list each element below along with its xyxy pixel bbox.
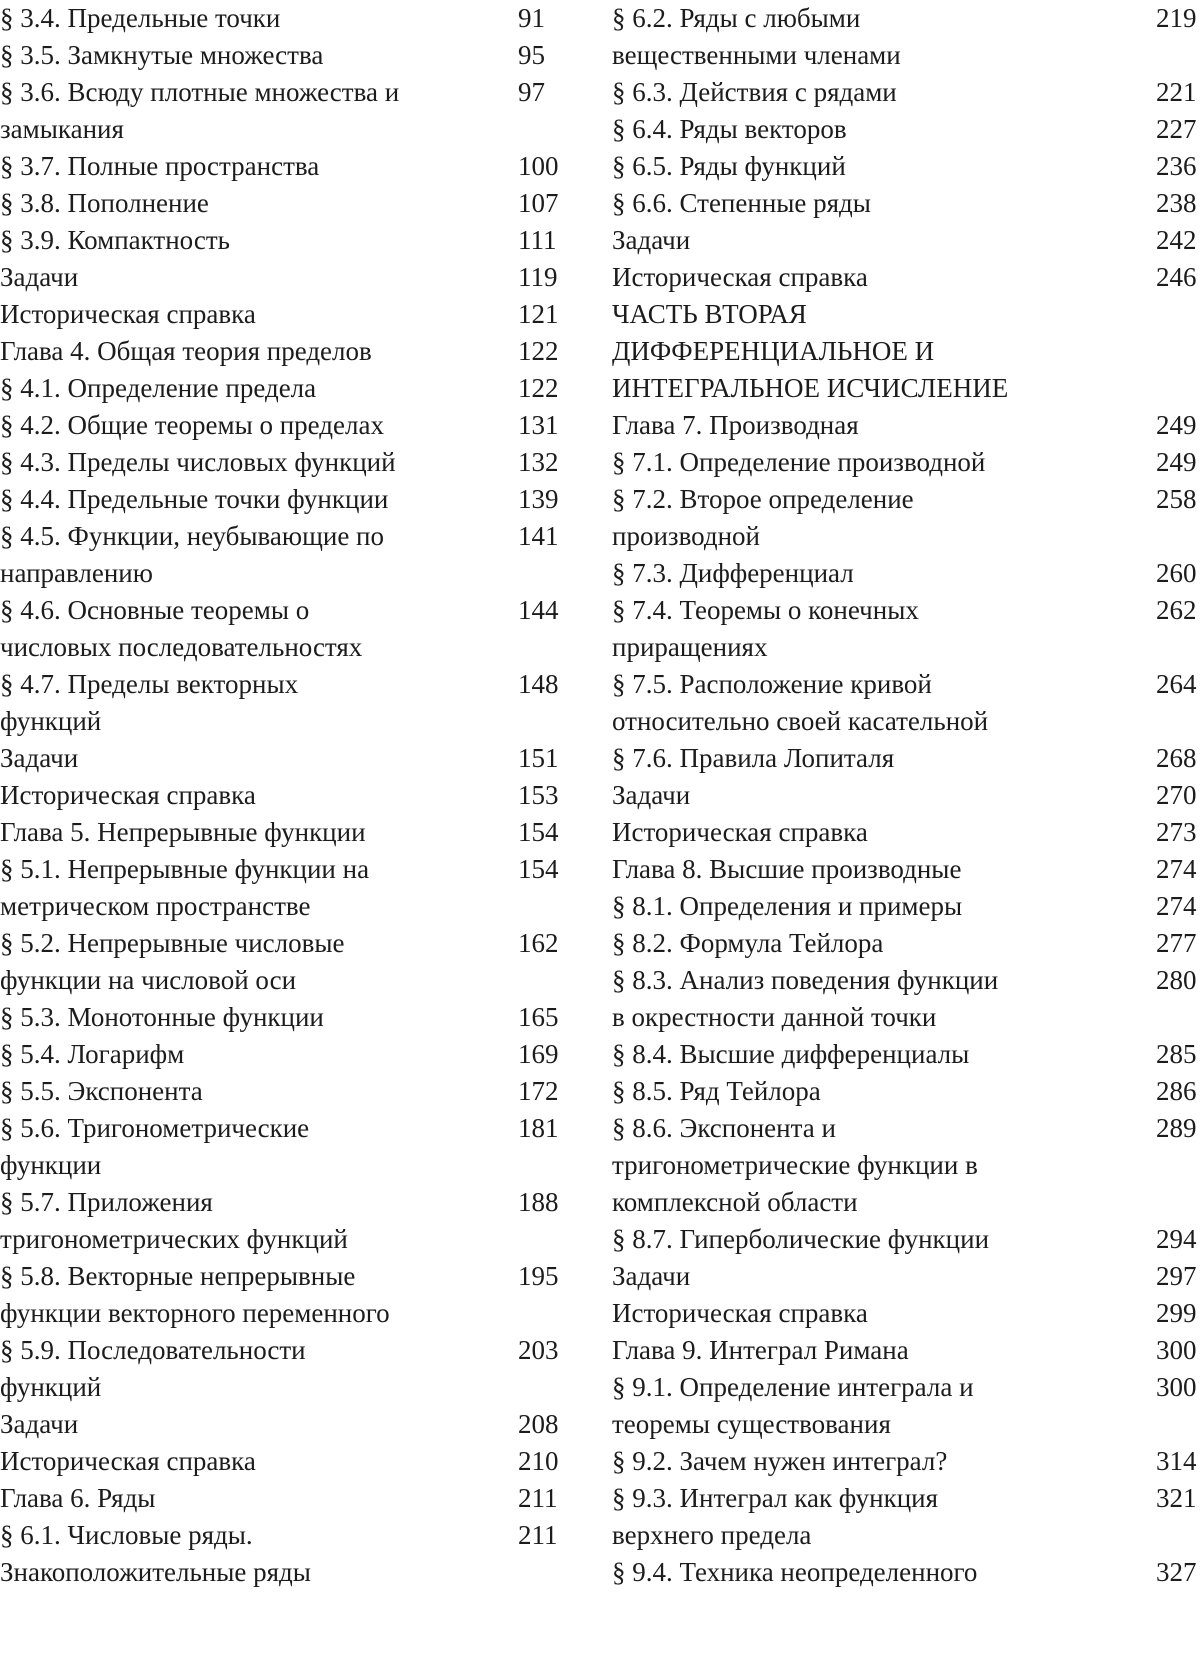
toc-entry-title: § 7.2. Второе определение производной [612,484,914,551]
toc-entry-page: 285 [1156,1039,1197,1069]
toc-entry-title: § 5.6. Тригонометрические функции [0,1113,310,1180]
toc-entry [612,444,1200,481]
toc-entry-title: Глава 8. Высшие производные [612,854,962,884]
toc-entry-title: § 3.7. Полные пространства [0,151,320,181]
toc-entry [0,1406,570,1443]
toc-entry-page: 274 [1156,891,1197,921]
toc-entry-page: 221 [1156,77,1197,107]
toc-entry-title: § 8.7. Гиперболические функции [612,1224,990,1254]
toc-entry-page: 227 [1156,114,1197,144]
toc-entry-page: 153 [518,780,559,810]
toc-entry-page: 274 [1156,854,1197,884]
toc-entry-title: § 5.3. Монотонные функции [0,1002,324,1032]
toc-entry-page: 154 [518,817,559,847]
toc-entry [0,740,570,777]
toc-entry [0,1073,570,1110]
toc-entry-title: Историческая справка [0,1446,256,1476]
toc-entry-title: Задачи [612,1261,691,1291]
toc-entry-page: 300 [1156,1372,1197,1402]
toc-entry [612,1110,1200,1221]
toc-entry [0,37,570,74]
toc-entry-page: 262 [1156,595,1197,625]
toc-entry [612,407,1200,444]
toc-entry [0,259,570,296]
toc-entry [0,777,570,814]
toc-entry-page: 141 [518,521,559,551]
toc-entry-page: 122 [518,336,559,366]
toc-entry-title: § 5.4. Логарифм [0,1039,185,1069]
toc-entry-title: Задачи [0,1409,79,1439]
toc-entry-page: 169 [518,1039,559,1069]
toc-entry-title: § 9.2. Зачем нужен интеграл? [612,1446,948,1476]
toc-entry [0,148,570,185]
toc-entry-page: 242 [1156,225,1197,255]
toc-entry-page: 260 [1156,558,1197,588]
toc-entry [612,185,1200,222]
toc-entry [0,1480,570,1517]
toc-entry-page: 211 [518,1483,558,1513]
toc-entry [0,74,570,148]
toc-entry-page: 144 [518,595,559,625]
toc-part-heading [612,296,1200,407]
toc-entry-title: Историческая справка [0,780,256,810]
toc-entry-page: 249 [1156,447,1197,477]
toc-entry-page: 258 [1156,484,1197,514]
toc-entry-title: § 3.5. Замкнутые множества [0,40,324,70]
toc-entry-title: Глава 7. Производная [612,410,859,440]
toc-entry-title: § 3.9. Компактность [0,225,230,255]
toc-entry [0,481,570,518]
toc-entry-title: § 8.4. Высшие дифференциалы [612,1039,970,1069]
toc-entry-page: 294 [1156,1224,1197,1254]
toc-entry [612,1073,1200,1110]
toc-entry [612,1221,1200,1258]
toc-entry-page: 100 [518,151,559,181]
toc-entry [612,0,1200,74]
toc-entry [612,851,1200,888]
toc-entry-page: 121 [518,299,559,329]
toc-entry [0,185,570,222]
toc-entry [0,925,570,999]
toc-entry [612,925,1200,962]
toc-entry [0,592,570,666]
toc-entry-title: § 5.9. Последовательности функций [0,1335,306,1402]
toc-entry-title: Историческая справка [612,262,868,292]
toc-entry-title: § 5.2. Непрерывные числовые функции на числовой оси [0,928,345,995]
toc-entry-title: § 4.7. Пределы векторных функций [0,669,299,736]
toc-entry-page: 268 [1156,743,1197,773]
toc-entry [612,1295,1200,1332]
toc-entry-title: § 6.1. Числовые ряды. Знакоположительные ряды [0,1520,311,1587]
toc-entry-title: § 8.5. Ряд Тейлора [612,1076,821,1106]
toc-entry [612,1332,1200,1369]
toc-entry-page: 111 [518,225,557,255]
toc-entry-title: § 4.4. Предельные точки функции [0,484,389,514]
toc-entry-title: § 3.8. Пополнение [0,188,209,218]
toc-entry-page: 139 [518,484,559,514]
toc-entry-page: 188 [518,1187,559,1217]
toc-entry-title: § 6.5. Ряды функций [612,151,846,181]
toc-entry [612,666,1200,740]
toc-entry-title: § 4.2. Общие теоремы о пределах [0,410,384,440]
toc-entry [612,592,1200,666]
toc-entry [612,814,1200,851]
toc-entry [0,333,570,370]
toc-entry-title: § 9.3. Интеграл как функция верхнего предела [612,1483,939,1550]
toc-entry-title: Историческая справка [0,299,256,329]
toc-entry-page: 249 [1156,410,1197,440]
toc-entry-page: 97 [518,77,545,107]
toc-entry-title: Задачи [612,225,691,255]
toc-entry [0,814,570,851]
toc-entry-page: 172 [518,1076,559,1106]
toc-entry [612,148,1200,185]
toc-entry-title: § 7.1. Определение производной [612,447,986,477]
toc-entry-page: 211 [518,1520,558,1550]
toc-entry-title: Задачи [0,262,79,292]
toc-entry-page: 264 [1156,669,1197,699]
toc-entry-title: § 4.3. Пределы числовых функций [0,447,396,477]
toc-entry-title: Глава 6. Ряды [0,1483,156,1513]
toc-entry [612,1258,1200,1295]
toc-entry-title: ЧАСТЬ ВТОРАЯ ДИФФЕРЕНЦИАЛЬНОЕ И ИНТЕГРАЛЬНОЕ ИСЧИСЛЕНИЕ [612,299,1009,403]
toc-entry-page: 107 [518,188,559,218]
toc-entry-title: Глава 9. Интеграл Римана [612,1335,909,1365]
toc-entry-page: 270 [1156,780,1197,810]
toc-entry [612,1036,1200,1073]
toc-entry [0,370,570,407]
toc-right-column [612,0,1200,1591]
toc-entry [0,1258,570,1332]
toc-entry-title: § 6.4. Ряды векторов [612,114,847,144]
toc-entry-title: § 8.6. Экспонента и тригонометрические функции в комплексной области [612,1113,978,1217]
toc-entry [0,1517,570,1591]
toc-entry-page: 286 [1156,1076,1197,1106]
toc-entry [612,777,1200,814]
toc-entry-page: 236 [1156,151,1197,181]
toc-entry-title: § 8.3. Анализ поведения функции в окрестности данной точки [612,965,999,1032]
toc-entry [612,74,1200,111]
toc-entry-title: § 4.6. Основные теоремы о числовых последовательностях [0,595,363,662]
toc-entry [0,222,570,259]
toc-entry-title: § 8.1. Определения и примеры [612,891,963,921]
toc-entry [0,0,570,37]
toc-entry [612,481,1200,555]
toc-entry-page: 300 [1156,1335,1197,1365]
toc-entry [612,555,1200,592]
toc-entry-page: 151 [518,743,559,773]
toc-entry [0,1184,570,1258]
toc-entry-title: § 6.2. Ряды с любыми вещественными членами [612,3,901,70]
toc-entry-title: § 5.7. Приложения тригонометрических функций [0,1187,348,1254]
toc-entry [612,1480,1200,1554]
toc-entry-page: 321 [1156,1483,1197,1513]
toc-entry [0,851,570,925]
toc-entry-title: § 9.1. Определение интеграла и теоремы существования [612,1372,974,1439]
toc-entry-page: 165 [518,1002,559,1032]
toc-entry-page: 297 [1156,1261,1197,1291]
toc-entry [612,888,1200,925]
toc-entry-title: § 5.1. Непрерывные функции на метрическом пространстве [0,854,370,921]
toc-entry [0,1443,570,1480]
toc-entry-title: § 7.5. Расположение кривой относительно своей касательной [612,669,989,736]
toc-entry [612,111,1200,148]
toc-entry-title: § 5.5. Экспонента [0,1076,203,1106]
toc-entry-page: 132 [518,447,559,477]
toc-entry [612,1443,1200,1480]
toc-entry-title: Глава 5. Непрерывные функции [0,817,366,847]
toc-entry-title: Глава 4. Общая теория пределов [0,336,372,366]
toc-entry-title: § 4.1. Определение предела [0,373,317,403]
toc-entry-page: 203 [518,1335,559,1365]
toc-entry-page: 195 [518,1261,559,1291]
toc-entry-title: § 3.6. Всюду плотные множества и замыкания [0,77,400,144]
toc-entry-page: 299 [1156,1298,1197,1328]
toc-entry-page: 162 [518,928,559,958]
toc-entry-page: 95 [518,40,545,70]
toc-entry [612,222,1200,259]
toc-entry-page: 327 [1156,1557,1197,1587]
toc-entry [612,259,1200,296]
toc-entry [612,1369,1200,1443]
toc-left-column [0,0,570,1591]
toc-entry-page: 119 [518,262,558,292]
toc-entry-page: 91 [518,3,545,33]
toc-entry-title: Историческая справка [612,1298,868,1328]
toc-entry-page: 289 [1156,1113,1197,1143]
toc-entry-title: § 6.3. Действия с рядами [612,77,897,107]
toc-entry-title: § 3.4. Предельные точки [0,3,281,33]
toc-entry [612,740,1200,777]
toc-entry-page: 208 [518,1409,559,1439]
toc-entry-title: § 4.5. Функции, неубывающие по направлению [0,521,384,588]
toc-entry-title: Историческая справка [612,817,868,847]
toc-entry-title: § 7.3. Дифференциал [612,558,854,588]
toc-entry-page: 154 [518,854,559,884]
toc-entry-page: 131 [518,410,559,440]
toc-entry-page: 314 [1156,1446,1197,1476]
toc-entry-page: 273 [1156,817,1197,847]
toc-entry [0,999,570,1036]
toc-entry-page: 277 [1156,928,1197,958]
toc-entry-page: 246 [1156,262,1197,292]
toc-entry [0,444,570,481]
toc-entry-page: 238 [1156,188,1197,218]
toc-entry [0,518,570,592]
toc-entry-page: 122 [518,373,559,403]
toc-entry-page: 280 [1156,965,1197,995]
toc-entry [0,1110,570,1184]
toc-entry [0,296,570,333]
toc-entry-page: 219 [1156,3,1197,33]
toc-entry [612,1554,1200,1591]
toc-entry-page: 181 [518,1113,559,1143]
toc-entry-title: § 8.2. Формула Тейлора [612,928,884,958]
toc-entry [0,666,570,740]
toc-entry-page: 148 [518,669,559,699]
toc-entry-title: Задачи [0,743,79,773]
toc-entry-title: § 5.8. Векторные непрерывные функции векторного переменного [0,1261,390,1328]
toc-entry [0,407,570,444]
toc-entry-title: § 7.6. Правила Лопиталя [612,743,895,773]
toc-entry-title: § 6.6. Степенные ряды [612,188,871,218]
toc-entry [0,1036,570,1073]
toc-entry-title: § 9.4. Техника неопределенного [612,1557,978,1587]
toc-entry-page: 210 [518,1446,559,1476]
toc-entry [0,1332,570,1406]
toc-entry-title: § 7.4. Теоремы о конечных приращениях [612,595,919,662]
toc-entry [612,962,1200,1036]
toc-entry-title: Задачи [612,780,691,810]
